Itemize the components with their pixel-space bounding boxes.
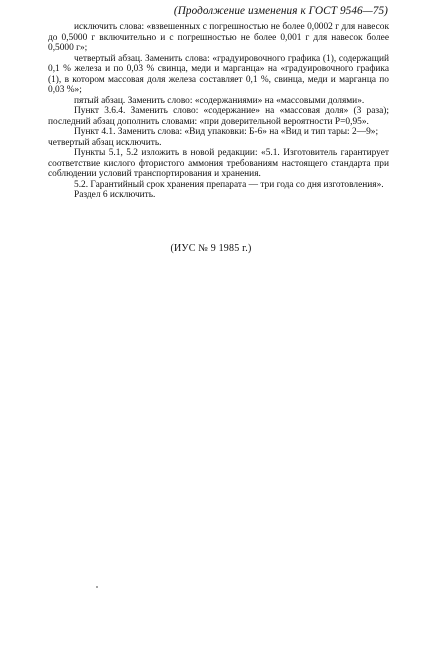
continuation-header: (Продолжение изменения к ГОСТ 9546—75) bbox=[173, 5, 388, 17]
paragraph-points-5-1-5-2: Пункты 5.1, 5.2 изложить в новой редакции: «5.1. Изготовитель гарантирует соответствие кислого фтористого аммония требованиям настоящего стандарта при соблюдении условий транспортирования и хранения. bbox=[48, 148, 389, 179]
document-body bbox=[48, 22, 389, 201]
paragraph-fourth-abzac-replace: четвертый абзац. Заменить слова: «градуировочного графика (1), содержащий 0,1 % железа и по 0,03 % свинца, меди и марганца» на «градуировочного графика (1), в котором массовая доля железа составляет 0,1 %, свинца, меди и марганца по 0,03 %»; bbox=[48, 53, 389, 95]
paragraph-point-3-6-4: Пункт 3.6.4. Заменить слово: «содержание» на «массовая доля» (3 раза); последний абзац дополнить словами: «при доверительной вероятности P=0,95». bbox=[48, 106, 389, 127]
paragraph-section-6-exclude: Раздел 6 исключить. bbox=[74, 190, 156, 200]
paragraph-point-4-1: Пункт 4.1. Заменить слова: «Вид упаковки: Б-6» на «Вид и тип тары: 2—9»; bbox=[74, 127, 379, 137]
paragraph-fourth-abzac-exclude: четвертый абзац исключить. bbox=[48, 137, 162, 148]
paragraph-fifth-abzac-replace: пятый абзац. Заменить слово: «содержаниями» на «массовыми долями». bbox=[74, 95, 365, 106]
izs-reference: (ИУС № 9 1985 г.) bbox=[170, 243, 252, 254]
paragraph-point-5-2: 5.2. Гарантийный срок хранения препарата — три года со дня изготовления». bbox=[74, 179, 384, 190]
scan-speck bbox=[96, 586, 98, 588]
paragraph-exclude-weighing-words: исключить слова: «взвешенных с погрешностью не более 0,0002 г для навесок до 0,5000 г включительно и с погрешностью не более 0,001 г для навесок более 0,5000 г»; bbox=[48, 22, 389, 53]
